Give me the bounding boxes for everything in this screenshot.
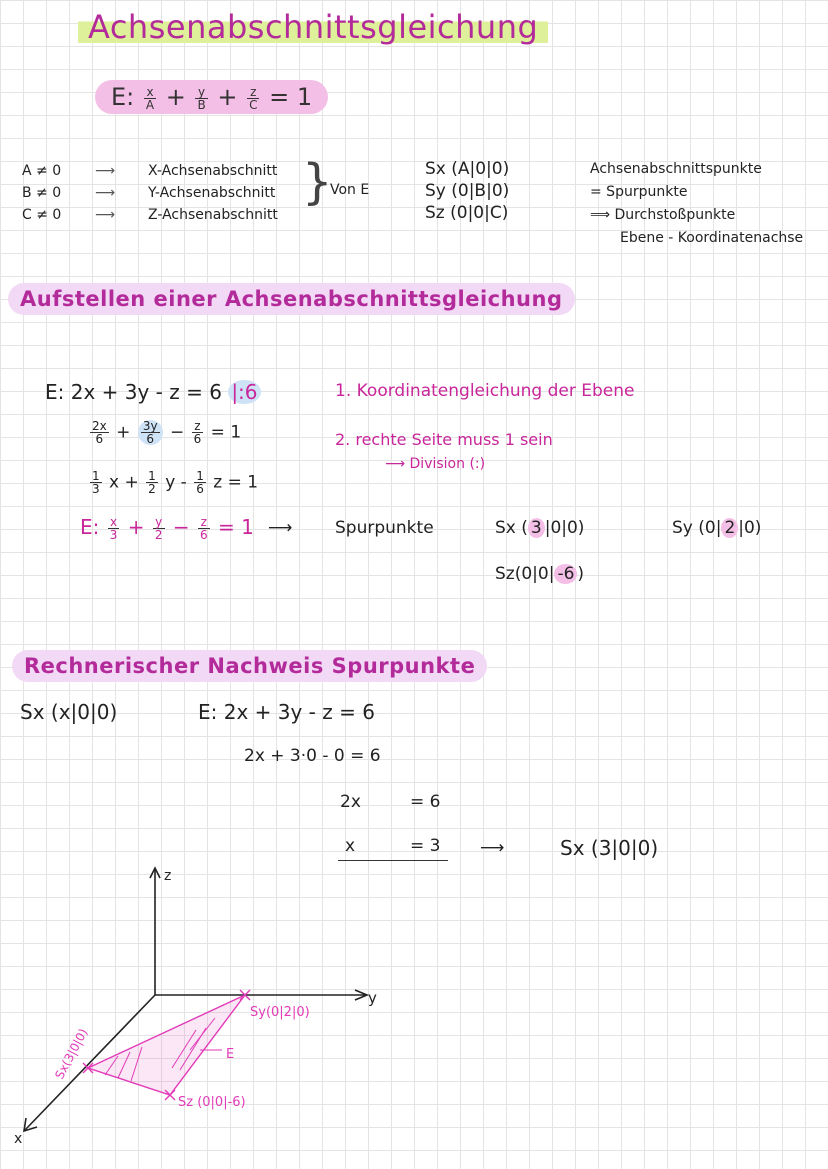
trace-point-sx: Sx ( 3 |0|0) [495,518,585,538]
axis-y-label: y [368,989,377,1007]
fraction-y: $\frac{y}{B}$ [197,84,206,112]
von-e-label: Von E [330,182,370,198]
trace-point-sz: Sz(0|0| -6 ) [495,564,585,584]
label-e: E [226,1047,235,1062]
desc-y: Y-Achsenabschnitt [148,185,276,201]
section-heading-proof: Rechnerischer Nachweis Spurpunkte [12,650,487,682]
point-sy: Sy (0|B|0) [425,181,510,201]
fraction-x: $\frac{x}{A}$ [145,84,155,112]
arrow-icon: ⟶ [385,456,406,472]
note-2: 2. rechte Seite muss 1 sein [335,430,553,449]
desc-z: Z-Achsenabschnitt [148,207,278,223]
condition-item: C ≠ 0 [22,207,62,223]
desc-x: X-Achsenabschnitt [148,163,278,179]
general-formula: E: $\frac{x}{A}$ + $\frac{y}{B}$ + $\frac{z}{C}$ = 1 [95,80,328,114]
trace-points-label: Spurpunkte [335,518,434,538]
plane-triangle [88,995,245,1095]
proof-arrow: ⟶ [480,838,505,858]
note-1: 1. Koordinatengleichung der Ebene [335,381,635,401]
point-sz: Sz (0|0|C) [425,203,509,223]
fraction-z: $\frac{z}{C}$ [249,84,258,112]
formula-rhs: = 1 [269,83,313,111]
label-sx: Sx(3|0|0) [52,1026,91,1082]
division-op: |:6 [228,380,260,404]
label-sy: Sy(0|2|0) [250,1005,310,1020]
label-sz: Sz (0|0|-6) [178,1095,246,1110]
proof-point: Sx (x|0|0) [20,700,118,724]
proof-line-3b: = 3 [410,836,441,856]
step-1-equation: E: 2x + 3y - z = 6 |:6 [45,380,261,404]
step-3-equation: $\frac{1}{3}$ x + $\frac{1}{2}$ y - $\frac{1}{6}$ z = 1 [92,469,259,496]
proof-line-2a: 2x [340,792,361,812]
page-title: Achsenabschnittsgleichung [78,8,548,46]
trace-point-sy: Sy (0| 2 |0) [672,518,762,538]
proof-line-1: 2x + 3·0 - 0 = 6 [244,746,381,766]
brace: } [302,154,333,210]
step-2-equation: $\frac{2x}{6}$ + $\frac{3y}{6}$ − $\frac{z}{6}$ = 1 [92,419,242,446]
condition-item: B ≠ 0 [22,185,62,201]
note-item: ⟹ Durchstoßpunkte [590,207,736,223]
axis-x-label: x [14,1131,23,1147]
note-item: Achsenabschnittspunkte [590,161,762,177]
formula-prefix: E: [111,83,135,111]
note-3: ⟶ Division (:) [385,456,486,472]
note-item: = Spurpunkte [590,184,688,200]
proof-equation: E: 2x + 3y - z = 6 [198,700,375,724]
proof-result: Sx (3|0|0) [560,836,659,860]
note-item: Ebene - Koordinatenachse [620,230,804,246]
arrow-to-trace-points: ⟶ [268,518,293,538]
condition-arrows: ⟶ ⟶ ⟶ [95,163,116,223]
point-sx: Sx (A|0|0) [425,159,510,179]
axis-z-label: z [164,868,172,884]
condition-item: A ≠ 0 [22,163,62,179]
section-heading-setup: Aufstellen einer Achsenabschnittsgleichung [8,283,575,315]
proof-line-2b: = 6 [410,792,441,812]
proof-line-3a: x [345,836,356,856]
step-4-equation: E: $\frac{x}{3}$ + $\frac{y}{2}$ − $\frac{z}{6}$ = 1 [80,515,254,542]
